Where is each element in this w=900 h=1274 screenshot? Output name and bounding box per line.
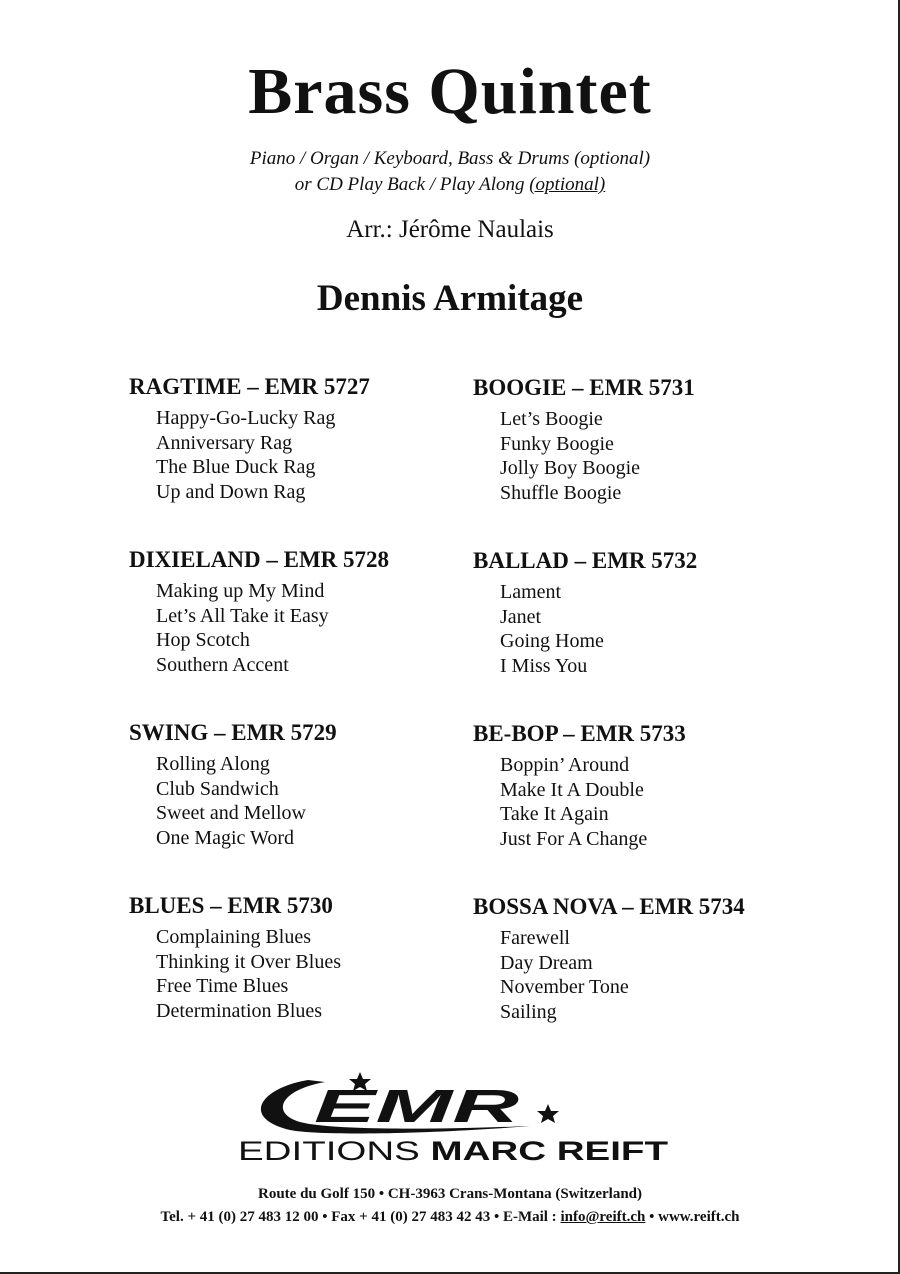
publisher-address: Route du Golf 150 • CH-3963 Crans-Montana (Switzerland) xyxy=(258,1186,642,1202)
collection-title: DIXIELAND – EMR 5728 xyxy=(129,547,390,572)
collection-boogie xyxy=(473,373,695,505)
publisher-contact xyxy=(0,1207,900,1227)
collection-title: BLUES – EMR 5730 xyxy=(129,893,333,918)
list-item: Anniversary Rag xyxy=(156,431,293,454)
list-item: Club Sandwich xyxy=(156,777,279,800)
logo-star-right xyxy=(537,1104,559,1123)
instrumentation-line: Piano / Organ / Keyboard, Bass & Drums (optional) xyxy=(249,148,651,169)
collection-title: RAGTIME – EMR 5727 xyxy=(129,374,370,399)
playback-line xyxy=(0,172,900,198)
list-item: Southern Accent xyxy=(156,653,289,676)
collection-dixieland xyxy=(129,545,389,677)
list-item: One Magic Word xyxy=(156,826,294,849)
playback-text: or CD Play Back / Play Along xyxy=(294,174,530,195)
contact-website: • www.reift.ch xyxy=(645,1209,740,1225)
page-title: Brass Quintet xyxy=(248,55,652,128)
list-item: Just For A Change xyxy=(500,827,648,850)
list-item: Sweet and Mellow xyxy=(156,802,306,825)
list-item: Farewell xyxy=(500,927,570,949)
list-item: Up and Down Rag xyxy=(156,480,306,503)
list-item: November Tone xyxy=(500,976,629,999)
collection-title: SWING – EMR 5729 xyxy=(129,720,337,745)
list-item: Shuffle Boogie xyxy=(500,481,622,504)
list-item: Free Time Blues xyxy=(156,975,289,998)
piece-list xyxy=(500,580,697,678)
list-item: Lament xyxy=(500,581,562,603)
piece-list xyxy=(156,406,370,504)
list-item: Rolling Along xyxy=(156,753,270,775)
collection-title: BE-BOP – EMR 5733 xyxy=(473,721,686,746)
list-item: Making up My Mind xyxy=(156,580,325,602)
piece-list xyxy=(500,407,695,505)
list-item: Make It A Double xyxy=(500,778,644,801)
list-item: Sailing xyxy=(500,1000,557,1023)
piece-list xyxy=(500,926,745,1024)
collection-ragtime xyxy=(129,372,370,504)
piece-list xyxy=(156,925,341,1023)
collection-bossa-nova xyxy=(473,892,745,1024)
piece-list xyxy=(156,752,337,850)
email-link[interactable]: info@reift.ch xyxy=(560,1209,646,1225)
list-item: Boppin’ Around xyxy=(500,754,630,776)
collection-blues xyxy=(129,891,341,1023)
list-item: Hop Scotch xyxy=(156,629,250,652)
logo-emr-text: EMR xyxy=(314,1080,519,1132)
piece-list xyxy=(156,579,389,677)
list-item: Let’s All Take it Easy xyxy=(156,604,329,627)
list-item: Determination Blues xyxy=(156,999,323,1022)
list-item: Day Dream xyxy=(500,951,593,974)
list-item: Complaining Blues xyxy=(156,926,311,948)
contact-phone-fax: Tel. + 41 (0) 27 483 12 00 • Fax + 41 (0) 27 483 42 43 • E-Mail : xyxy=(160,1209,561,1225)
arranger-credit: Arr.: Jérôme Naulais xyxy=(346,216,554,243)
collection-be-bop xyxy=(473,719,686,851)
list-item: Happy-Go-Lucky Rag xyxy=(156,407,336,429)
collection-title: BOSSA NOVA – EMR 5734 xyxy=(473,894,745,919)
list-item: The Blue Duck Rag xyxy=(156,456,316,479)
collection-title: BALLAD – EMR 5732 xyxy=(473,548,698,573)
list-item: Jolly Boy Boogie xyxy=(500,457,641,480)
list-item: Funky Boogie xyxy=(500,432,614,455)
publisher-name: EDITIONS MARC REIFT xyxy=(238,1136,635,1166)
optional-note: (optional) xyxy=(529,174,606,195)
list-item: Going Home xyxy=(500,630,604,653)
composer-name: Dennis Armitage xyxy=(316,278,584,319)
list-item: Thinking it Over Blues xyxy=(156,950,341,973)
collection-swing xyxy=(129,718,337,850)
list-item: Let’s Boogie xyxy=(500,408,603,430)
collection-title: BOOGIE – EMR 5731 xyxy=(473,375,695,400)
list-item: I Miss You xyxy=(500,654,588,677)
piece-list xyxy=(500,753,686,851)
emr-logo xyxy=(230,1068,670,1168)
list-item: Janet xyxy=(500,605,542,628)
collection-ballad xyxy=(473,546,697,678)
list-item: Take It Again xyxy=(500,803,609,826)
